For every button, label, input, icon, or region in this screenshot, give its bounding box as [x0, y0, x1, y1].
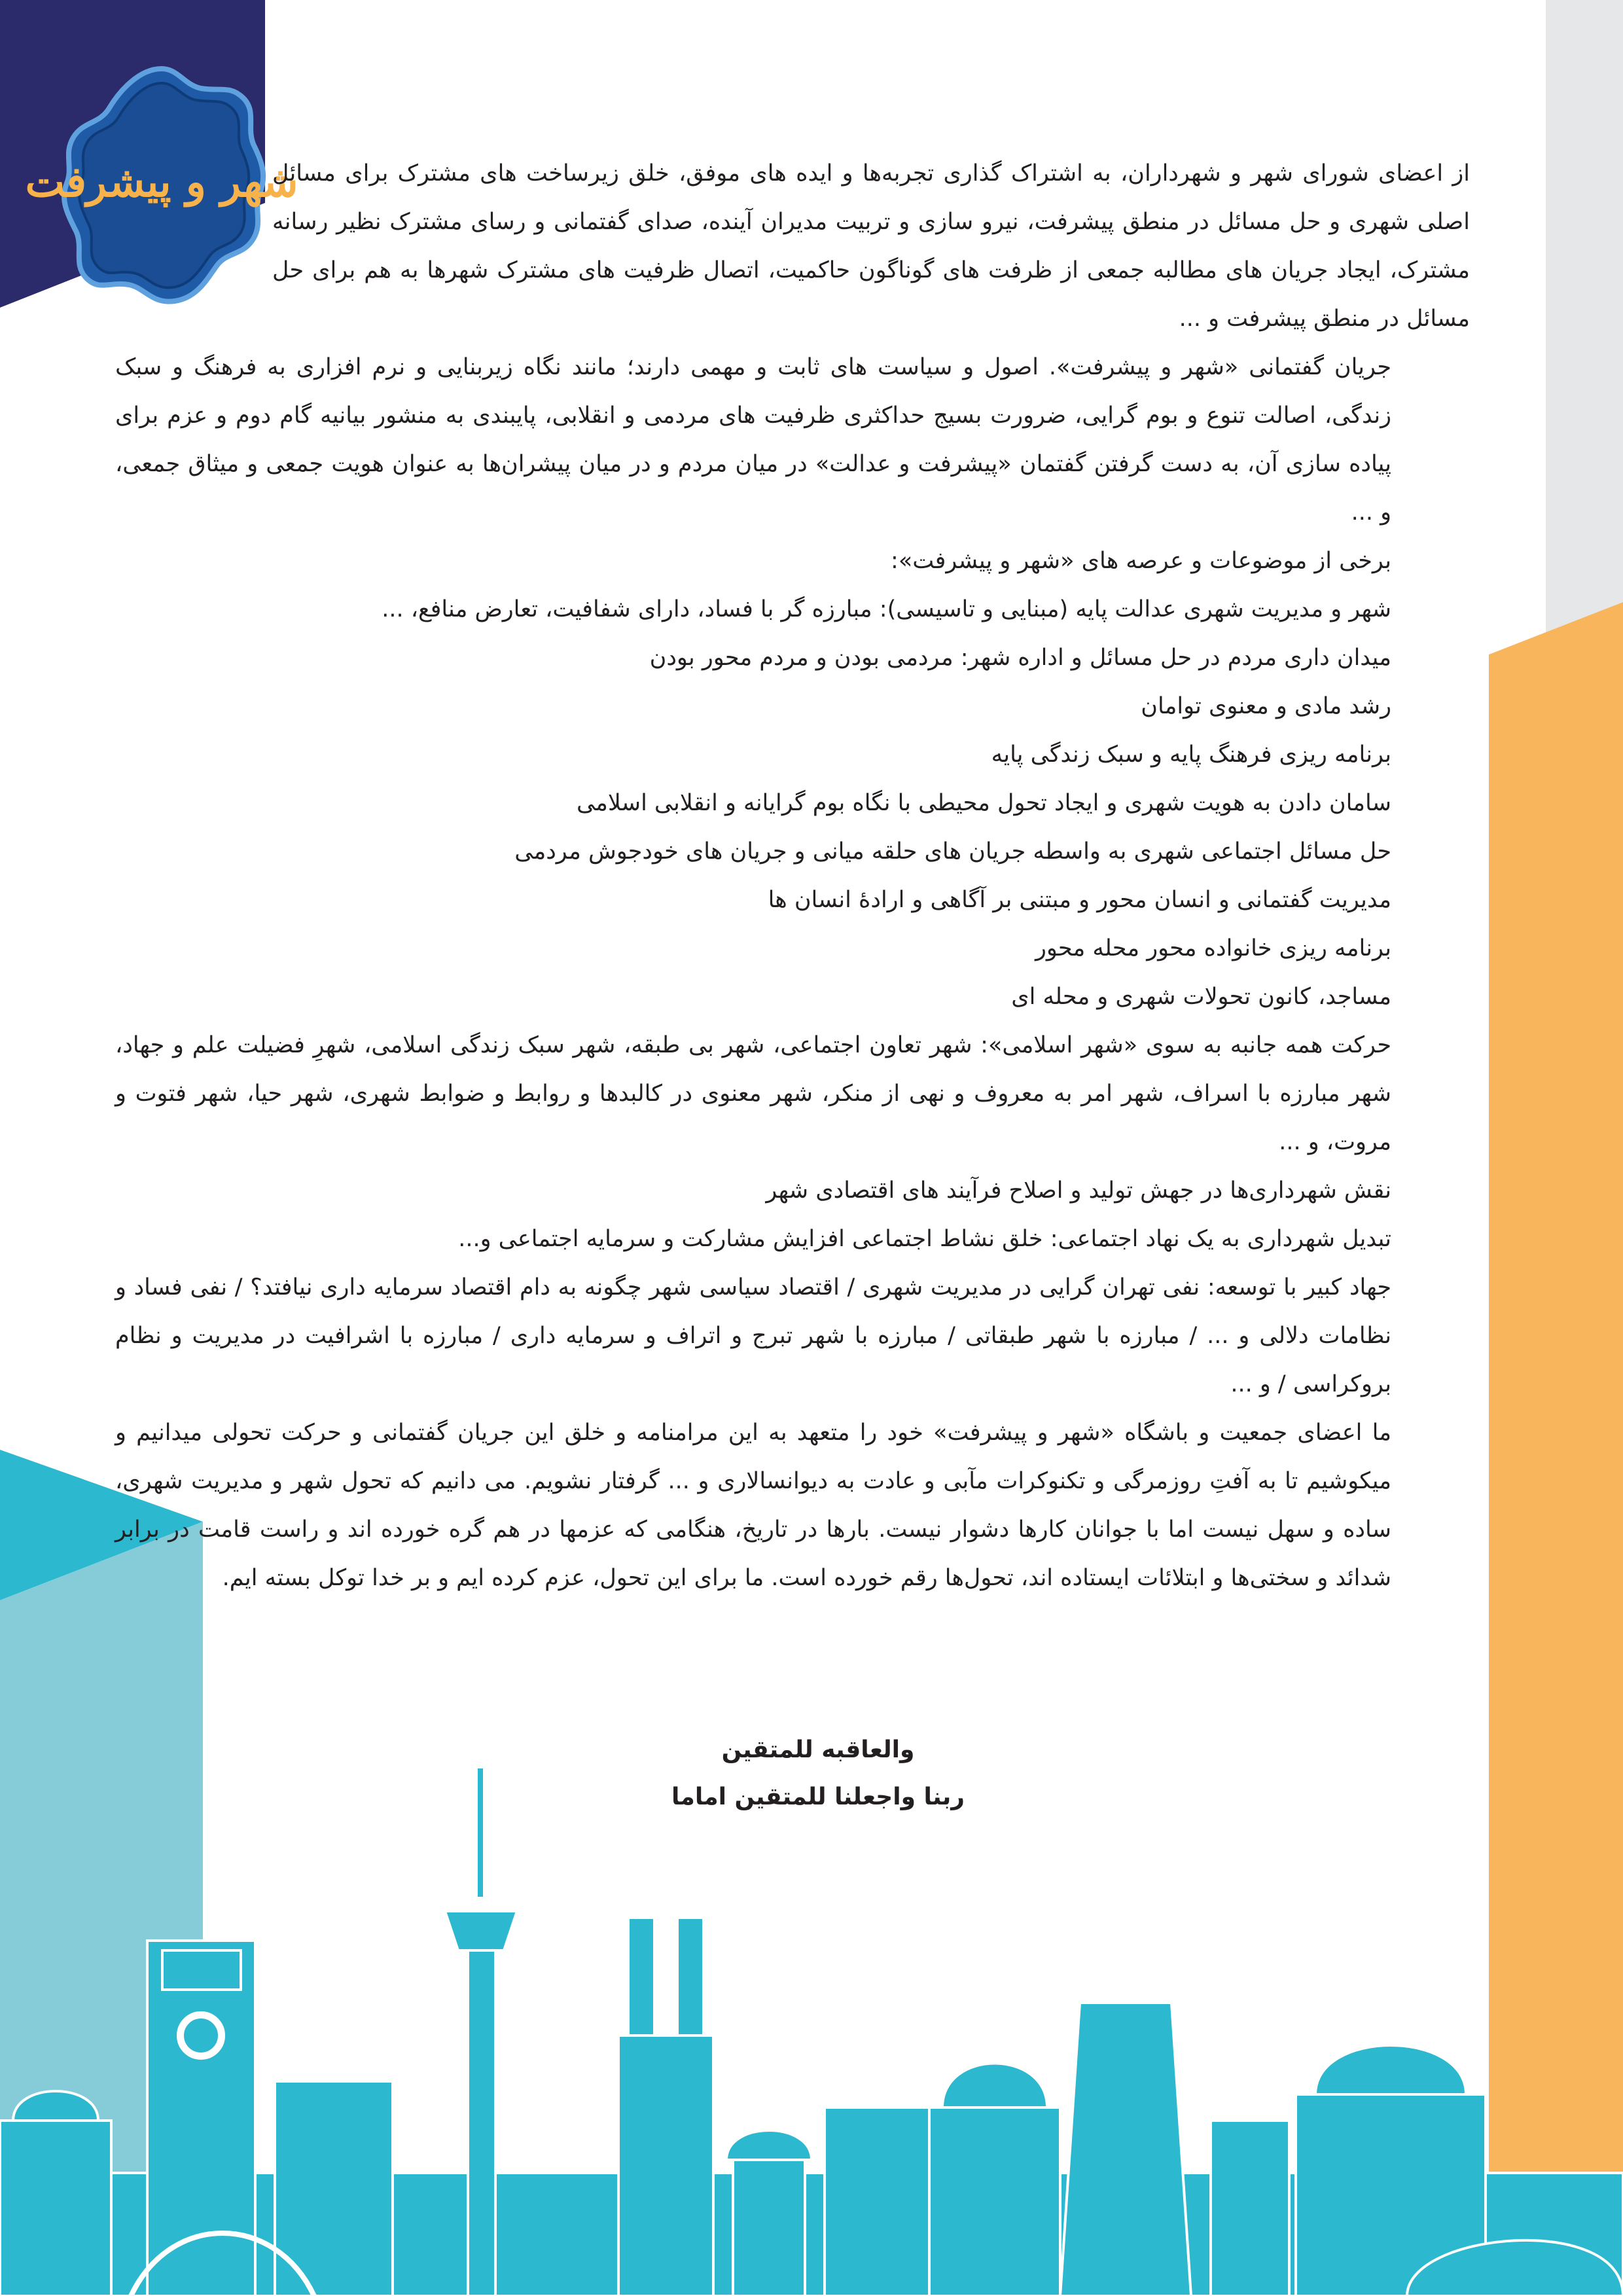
list-heading: برخی از موضوعات و عرصه های «شهر و پیشرفت»:	[891, 548, 1391, 574]
list-item: مساجد، کانون تحولات شهری و محله ای	[1011, 984, 1391, 1010]
list-item: برنامه ریزی خانواده محور محله محور	[1035, 935, 1391, 961]
list-item: برنامه ریزی فرهنگ پایه و سبک زندگی پایه	[991, 742, 1391, 768]
paragraph-discourse: جریان گفتمانی «شهر و پیشرفت». اصول و سیاست های ثابت و مهمی دارند؛ مانند نگاه زیربنایی و نرم افزاری به فرهنگ و سبک زندگی، اصالت تنوع و بوم گرایی، ضرورت بسیج حداکثری ظرفیت های مردمی و انقلابی، پایبندی به منشور بیانیه گام دوم و عزم برای پیاده سازی آن، به دست گرفتن گفتمان «پیشرفت و عدالت» در میان مردم و در میان پیشران‌ها به عنوان هویت جمعی و میثاق جمعی، و ...	[115, 354, 1391, 526]
paragraph-great-jihad: جهاد کبیر با توسعه: نفی تهران گرایی در مدیریت شهری / اقتصاد سیاسی شهر چگونه به دام اقتصاد سرمایه داری نیافتد؟ / نفی فساد و نظامات دلالی و ... / مبارزه با شهر طبقاتی / مبارزه با شهر تبرج و اتراف و سرمایه داری / مبارزه با اشرافیت در مدیریت و نظام بروکراسی / و ...	[115, 1274, 1391, 1397]
city-skyline-illustration	[0, 1754, 1623, 2296]
list-item: تبدیل شهرداری به یک نهاد اجتماعی: خلق نشاط اجتماعی افزایش مشارکت و سرمایه اجتماعی و...	[458, 1226, 1391, 1252]
closing-line-1: والعاقبه للمتقین	[721, 1736, 915, 1763]
list-item: حل مسائل اجتماعی شهری به واسطه جریان های حلقه میانی و جریان های خودجوش مردمی	[514, 838, 1391, 865]
list-item: سامان دادن به هویت شهری و ایجاد تحول محیطی با نگاه بوم گرایانه و انقلابی اسلامی	[576, 790, 1391, 816]
list-item: میدان داری مردم در حل مسائل و اداره شهر: مردمی بودن و مردم محور بودن	[649, 645, 1391, 671]
paragraph-islamic-city: حرکت همه جانبه به سوی «شهر اسلامی»: شهر تعاون اجتماعی، شهر بی طبقه، شهر سبک زندگی اسلامی، شهرِ فضیلت علم و جهاد، شهر مبارزه با اسراف، شهر امر به معروف و نهی از منکر، شهر معنوی در کالبدها و روابط و ضوابط شهری، شهر حیا، شهر فتوت و مروت، و ...	[115, 1032, 1391, 1155]
list-item: نقش شهرداری‌ها در جهش تولید و اصلاح فرآیند های اقتصادی شهر	[766, 1177, 1391, 1204]
logo-text: شهر و پیشرفت	[25, 158, 298, 207]
paragraph-commitment: ما اعضای جمعیت و باشگاه «شهر و پیشرفت» خود را متعهد به این مرامنامه و خلق این جریان گفتمانی و حرکت تحولی میدانیم و میکوشیم تا به آفتِ روزمرگی و تکنوکرات مآبی و عادت به دیوانسالاری و ... گرفتار نشویم. می دانیم که تحول شهر و مدیریت شهری، ساده و سهل نیست اما با جوانان کارها دشوار نیست. بارها در تاریخ، هنگامی که عزمها در هم گره خورده اند و راست قامت در برابر شدائد و سختی‌ها و ابتلائات ایستاده اند، تحول‌ها رقم خورده است. ما برای این تحول، عزم کرده ایم و بر خدا توکل بسته ایم.	[115, 1420, 1391, 1591]
list-item: رشد مادی و معنوی توامان	[1141, 693, 1391, 719]
paragraph-intro: از اعضای شورای شهر و شهرداران، به اشتراک گذاری تجربه‌ها و ایده های موفق، خلق زیرساخت های مشترک برای مسائل اصلی شهری و حل مسائل در منطق پیشرفت، نیرو سازی و تربیت مدیران آینده، صدای گفتمانی و رسای مشترک نظیر رسانه مشترک، ایجاد جریان های مطالبه جمعی از ظرفت های گوناگون حاکمیت، اتصال ظرفیت های مشترک شهرها به هم برای حل مسائل در منطق پیشرفت و ...	[272, 160, 1470, 332]
manifesto-body	[115, 149, 1470, 1602]
closing-line-2: ربنا واجعلنا للمتقین اماما	[671, 1784, 965, 1810]
list-item: شهر و مدیریت شهری عدالت پایه (مبنایی و تاسیسی): مبارزه گر با فساد، دارای شفافیت، تعارض منافع، ...	[382, 596, 1391, 622]
list-item: مدیریت گفتمانی و انسان محور و مبتنی بر آگاهی و ارادۀ انسان ها	[768, 887, 1391, 913]
